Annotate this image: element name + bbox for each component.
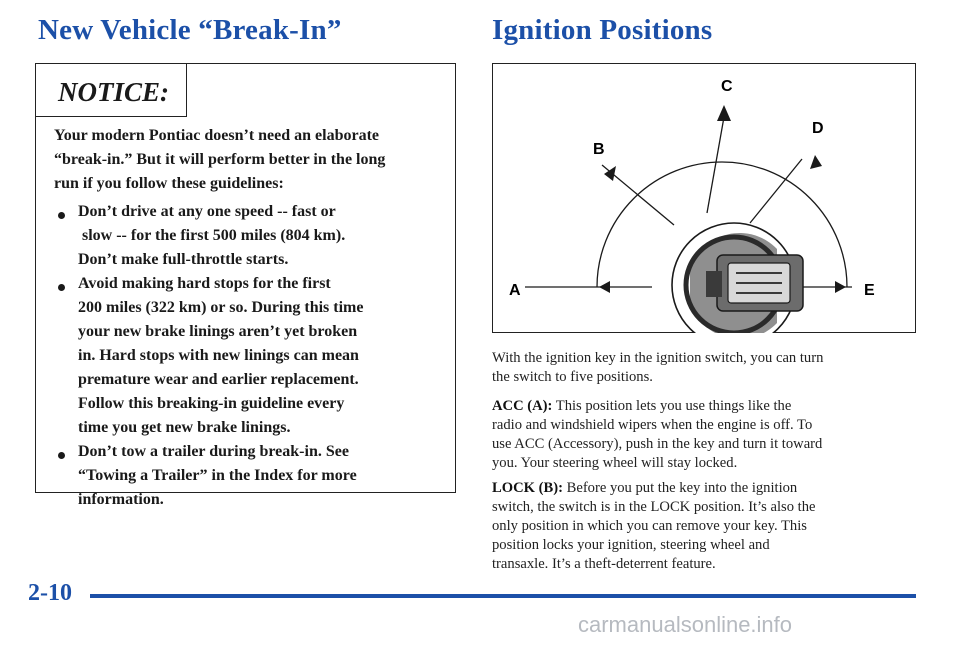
diagram-label-e: E (864, 282, 875, 299)
bottom-watermark: carmanualsonline.info (578, 612, 793, 637)
footer-rule (90, 594, 916, 598)
arrowhead-c (717, 105, 731, 121)
diagram-label-c: C (721, 78, 733, 95)
notice-bullet-line: 200 miles (322 km) or so. During this time (78, 299, 364, 316)
lock-text: Before you put the key into the ignition (566, 480, 798, 496)
ignition-cylinder-icon (672, 223, 803, 333)
notice-label: NOTICE: (58, 77, 170, 107)
lock-line: switch, the switch is in the LOCK position. It’s also the (492, 499, 816, 515)
acc-line: radio and windshield wipers when the engine is off. To (492, 417, 813, 433)
acc-line: you. Your steering wheel will stay locked. (492, 455, 738, 471)
bullet-dot-icon (58, 284, 65, 291)
ignition-intro-line: With the ignition key in the ignition switch, you can turn (492, 350, 824, 366)
acc-text: This position lets you use things like the (555, 398, 792, 414)
notice-intro-line: run if you follow these guidelines: (54, 175, 284, 192)
notice-bullet-line: your new brake linings aren’t yet broken (78, 323, 358, 340)
notice-bullet-line: Don’t drive at any one speed -- fast or (78, 203, 336, 220)
notice-bullet-line: Avoid making hard stops for the first (78, 275, 331, 292)
arrowhead-d (810, 155, 822, 169)
lock-line: position locks your ignition, steering wheel and (492, 537, 770, 553)
notice-bullet-line: Don’t make full-throttle starts. (78, 251, 289, 268)
notice-bullet-line: “Towing a Trailer” in the Index for more (78, 467, 357, 484)
notice-bullet-line: time you get new brake linings. (78, 419, 291, 436)
notice-intro-line: Your modern Pontiac doesn’t need an elaborate (54, 127, 380, 144)
lock-term: LOCK (B): (492, 480, 563, 496)
page-title-ignition: Ignition Positions (492, 14, 713, 46)
acc-term: ACC (A): (492, 398, 553, 414)
arrowhead-a (599, 281, 610, 293)
diagram-label-b: B (593, 141, 605, 158)
lock-line: only position in which you can remove your key. This (492, 518, 807, 534)
pointer-line-d (750, 159, 802, 223)
notice-bullet-line: slow -- for the first 500 miles (804 km). (82, 227, 346, 244)
acc-line: use ACC (Accessory), push in the key and turn it toward (492, 436, 823, 452)
diagram-label-a: A (509, 282, 521, 299)
ignition-switch-diagram (492, 63, 916, 333)
arrowhead-e (835, 281, 846, 293)
lock-line: transaxle. It’s a theft-deterrent feature. (492, 556, 716, 572)
notice-intro-line: “break-in.” But it will perform better in the long (54, 151, 386, 168)
ignition-intro-line: the switch to five positions. (492, 369, 653, 385)
bullet-dot-icon (58, 452, 65, 459)
diagram-label-d: D (812, 120, 824, 137)
page-title-break-in: New Vehicle “Break-In” (38, 14, 342, 46)
pointer-line-c (707, 117, 724, 213)
bullet-dot-icon (58, 212, 65, 219)
acc-paragraph-first-line (492, 398, 791, 415)
notice-bullet-line: Don’t tow a trailer during break-in. See (78, 443, 349, 460)
notice-bullet-line: Follow this breaking-in guideline every (78, 395, 345, 412)
notice-bullet-line: information. (78, 491, 164, 508)
notice-bullet-line: premature wear and earlier replacement. (78, 371, 359, 388)
notice-bullet-line: in. Hard stops with new linings can mean (78, 347, 359, 364)
lock-paragraph-first-line (492, 480, 797, 497)
page-number: 2-10 (28, 580, 72, 606)
